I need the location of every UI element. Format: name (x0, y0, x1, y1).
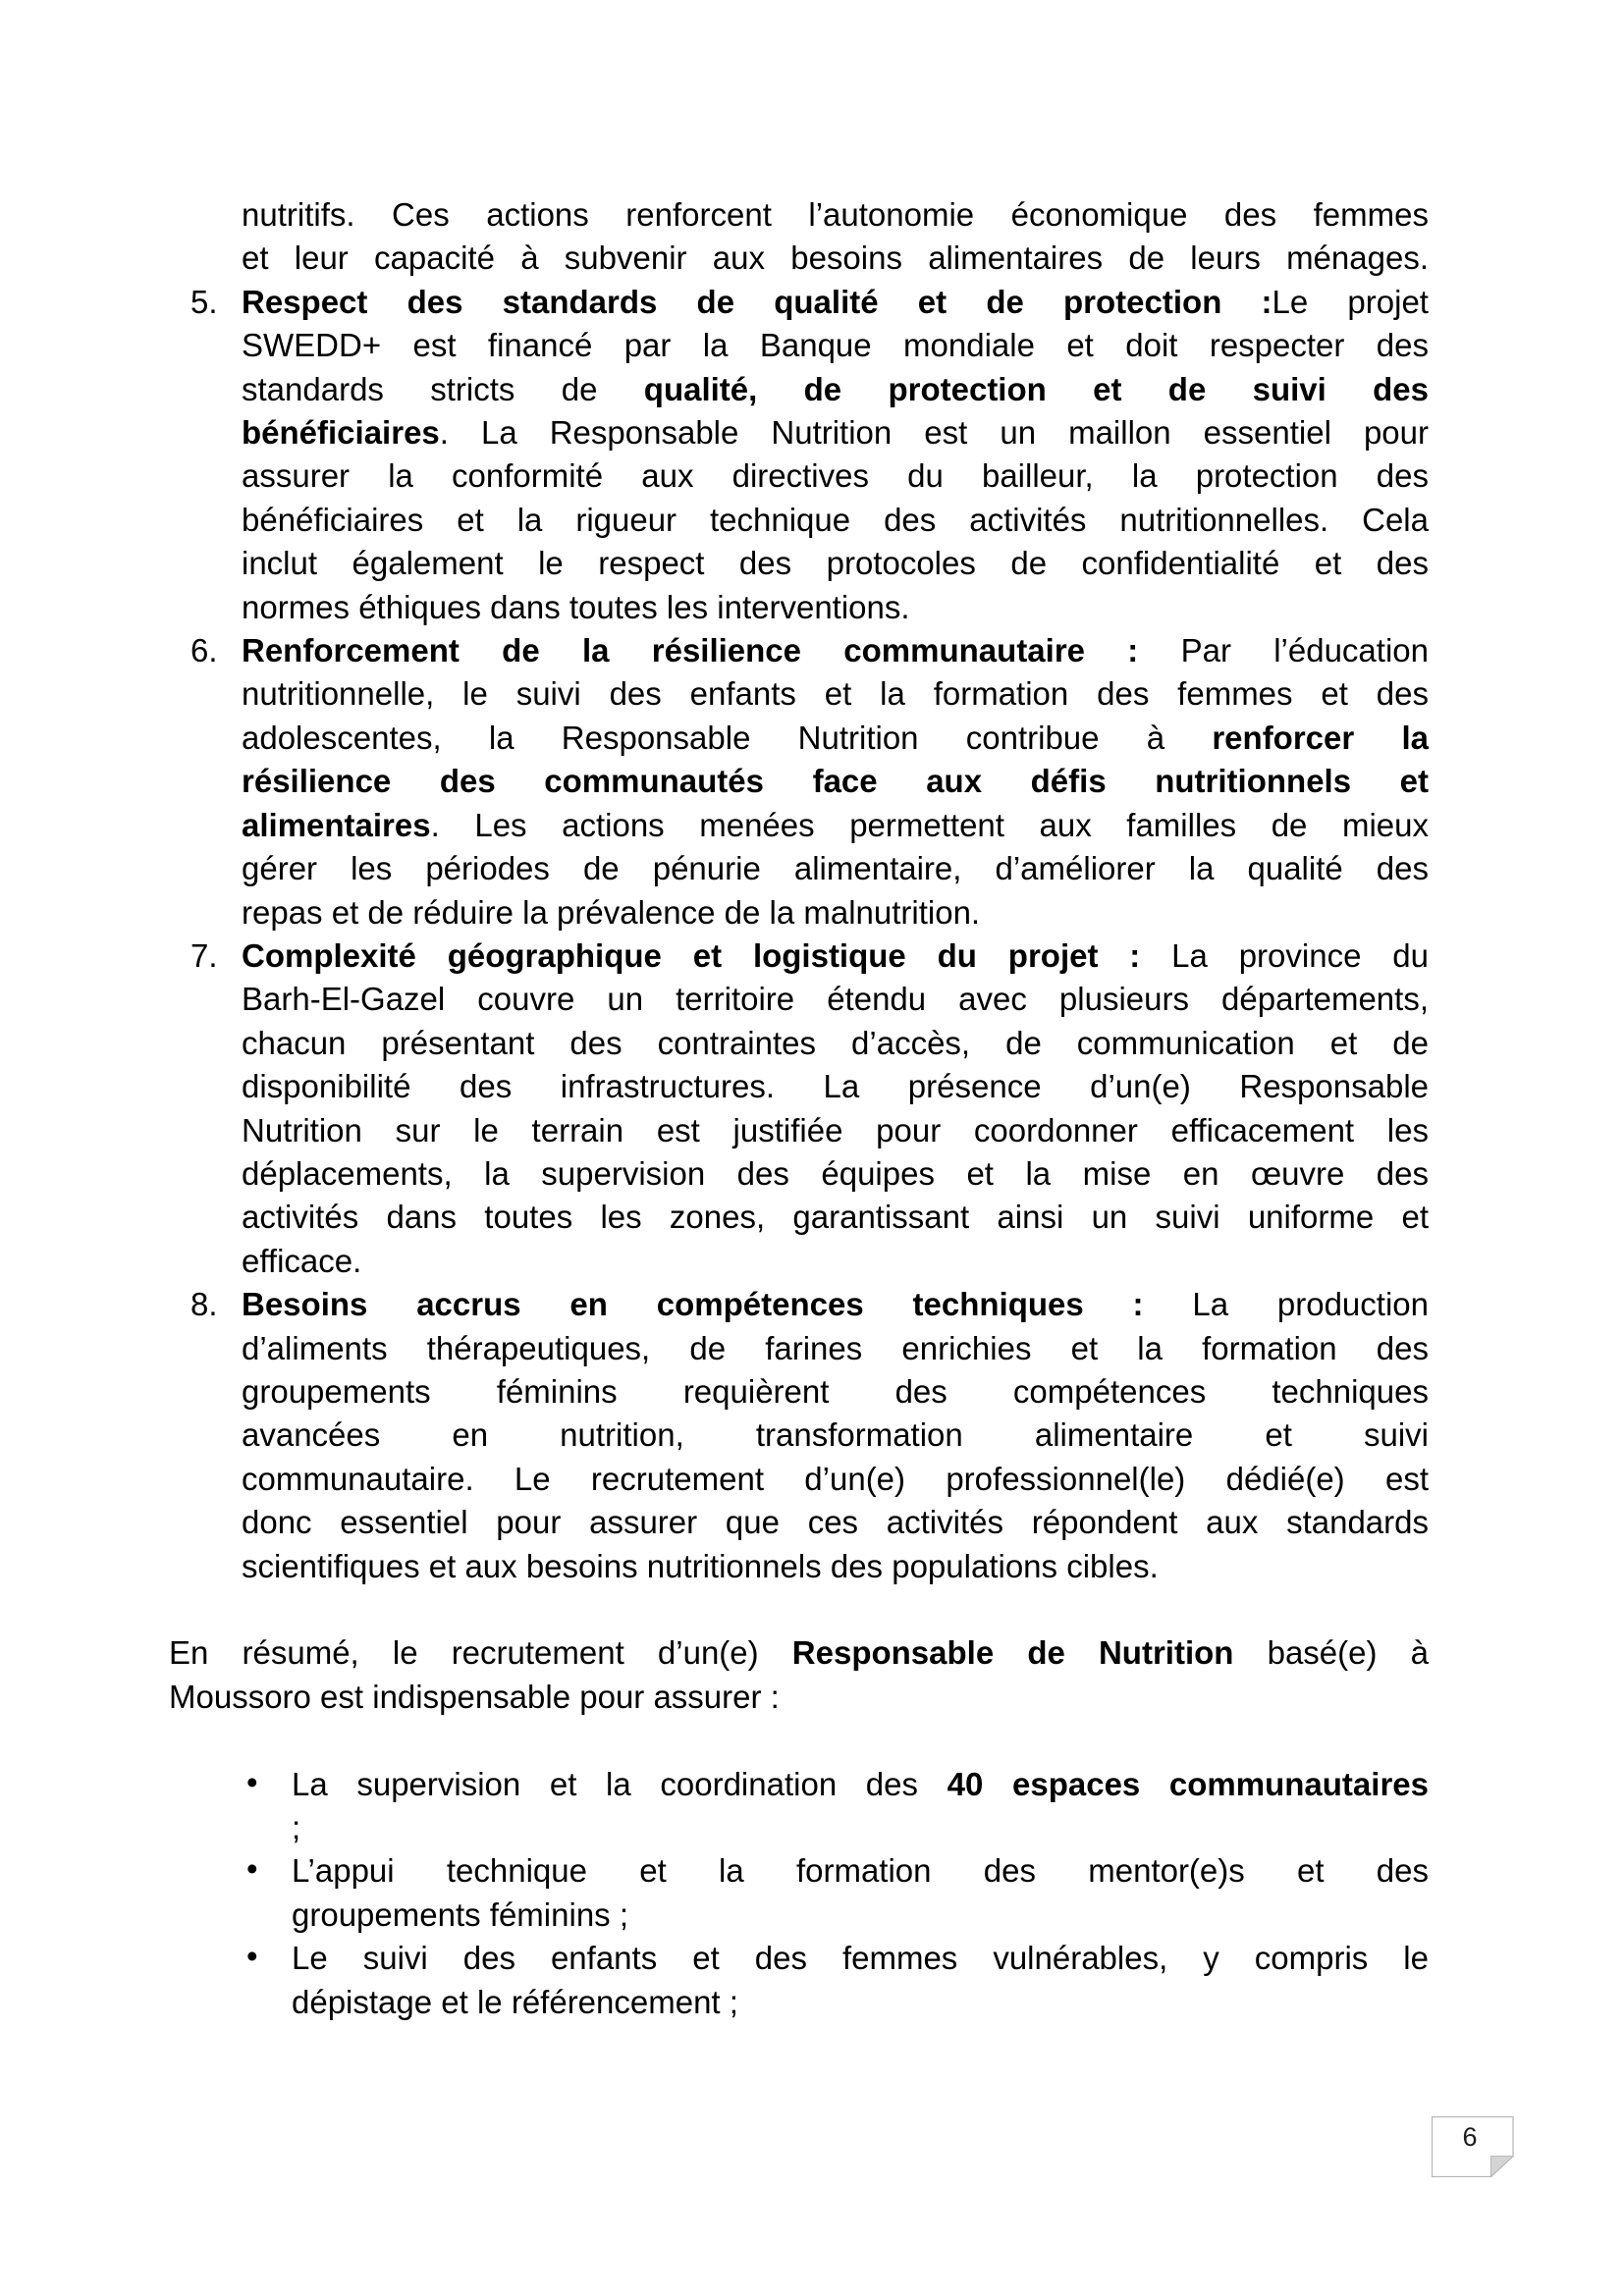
text-run: scientifiques et aux besoins nutritionnels des populations cibles. (242, 1547, 1159, 1584)
text-run: alimentaires (242, 806, 431, 843)
text-line (169, 281, 1429, 324)
bullet-item-3 (169, 1937, 1429, 2024)
text-run: standards stricts de (242, 370, 644, 407)
text-run: normes éthiques dans toutes les interventions. (242, 588, 910, 625)
text-line (169, 1981, 1429, 2024)
text-run: ; (292, 1809, 301, 1845)
text-line (169, 1327, 1429, 1370)
text-line (169, 1240, 1429, 1283)
text-run: Nutrition sur le terrain est justifiée pour coordonner efficacement les (242, 1111, 1429, 1148)
text-run: déplacements, la supervision des équipes et la mise en œuvre des (242, 1154, 1429, 1192)
text-run: activités dans toutes les zones, garantissant ainsi un suivi uniforme et (242, 1199, 1429, 1236)
text-run: bénéficiaires et la rigueur technique des activités nutritionnelles. Cela (242, 501, 1429, 538)
text-run: qualité, de protection et de suivi des (643, 370, 1430, 407)
text-line (169, 1763, 1429, 1806)
text-run: . La Responsable Nutrition est un maillon essentiel pour (439, 414, 1429, 452)
list-number-marker: 6. (190, 632, 218, 669)
text-run: groupements féminins requièrent des compétences techniques (242, 1372, 1429, 1410)
text-run: Moussoro est indispensable pour assurer : (169, 1678, 780, 1715)
text-line (169, 1283, 1429, 1326)
text-run: Complexité géographique et logistique du projet : (242, 936, 1141, 974)
text-line (169, 1806, 1429, 1849)
text-run: Le projet (1272, 283, 1429, 320)
text-line (169, 629, 1429, 672)
text-line (169, 672, 1429, 716)
text-line (169, 368, 1429, 411)
text-line (169, 411, 1429, 454)
text-line (169, 934, 1429, 978)
text-run: donc essentiel pour assurer que ces activités répondent aux standards (242, 1504, 1429, 1541)
text-run: renforcer la (1212, 719, 1429, 756)
text-line (169, 1894, 1429, 1937)
text-run: dépistage et le référencement ; (292, 1983, 738, 2020)
blank-line (169, 1588, 1429, 1631)
text-run: communautaire. Le recrutement d’un(e) professionnel(le) dédié(e) est (242, 1460, 1429, 1497)
bullet-item-1 (169, 1763, 1429, 1850)
summary-paragraph (169, 1631, 1429, 1719)
text-run: . Les actions menées permettent aux familles de mieux (430, 806, 1429, 843)
bullet-marker: • (246, 1763, 258, 1800)
text-run: Renforcement de la résilience communautaire : (242, 632, 1139, 669)
text-run: 40 espaces communautaires (947, 1765, 1429, 1802)
text-run: L’appui technique et la formation des mentor(e)s et des (292, 1852, 1429, 1890)
text-run: adolescentes, la Responsable Nutrition contribue à (242, 719, 1213, 756)
text-line (169, 1370, 1429, 1414)
text-run: Le suivi des enfants et des femmes vulnérables, y compris le (292, 1940, 1429, 1977)
text-run: La supervision et la coordination des (292, 1765, 947, 1802)
text-line (169, 1849, 1429, 1893)
continuation-paragraph (169, 193, 1429, 281)
text-run: Respect des standards de qualité et de protection : (242, 283, 1272, 320)
text-line (169, 1676, 1429, 1719)
list-number-marker: 7. (190, 936, 218, 974)
text-line (169, 1631, 1429, 1675)
numbered-item-6 (169, 629, 1429, 934)
text-run: groupements féminins ; (292, 1896, 629, 1933)
text-run: efficace. (242, 1242, 362, 1279)
list-number-marker: 5. (190, 283, 218, 320)
numbered-item-5 (169, 281, 1429, 629)
text-line (169, 1414, 1429, 1457)
text-run: chacun présentant des contraintes d’accès, de communication et de (242, 1024, 1429, 1061)
text-run: repas et de réduire la prévalence de la malnutrition. (242, 893, 981, 931)
text-line (169, 193, 1429, 237)
text-run: assurer la conformité aux directives du bailleur, la protection des (242, 457, 1429, 495)
text-line (169, 586, 1429, 629)
text-line (169, 717, 1429, 760)
text-run: et leur capacité à subvenir aux besoins alimentaires de leurs ménages. (242, 240, 1429, 277)
text-line (169, 1545, 1429, 1588)
text-line (169, 1022, 1429, 1065)
document-text (169, 193, 1429, 2024)
list-number-marker: 8. (190, 1286, 218, 1323)
text-line (169, 237, 1429, 280)
text-run: nutritifs. Ces actions renforcent l’autonomie économique des femmes (242, 196, 1429, 233)
text-line (169, 804, 1429, 847)
text-run: SWEDD+ est financé par la Banque mondiale et doit respecter des (242, 327, 1429, 364)
text-line (169, 1109, 1429, 1152)
bullet-marker: • (246, 1850, 258, 1888)
numbered-item-7 (169, 934, 1429, 1283)
text-run: basé(e) à (1233, 1634, 1429, 1672)
text-run: bénéficiaires (242, 414, 440, 452)
text-line (169, 847, 1429, 890)
text-run: Barh-El-Gazel couvre un territoire étendu avec plusieurs départements, (242, 981, 1429, 1018)
text-run: Responsable de Nutrition (791, 1634, 1234, 1672)
bullet-item-2 (169, 1849, 1429, 1937)
text-line (169, 454, 1429, 498)
text-line (169, 1152, 1429, 1196)
text-run: En résumé, le recrutement d’un(e) (169, 1634, 792, 1672)
bullet-marker: • (246, 1938, 258, 1975)
text-line (169, 978, 1429, 1021)
text-run: La production (1143, 1286, 1429, 1323)
text-line (169, 542, 1429, 585)
numbered-item-8 (169, 1283, 1429, 1588)
page-corner-fold-icon (1491, 2157, 1514, 2177)
text-run: d’aliments thérapeutiques, de farines enrichies et la formation des (242, 1329, 1429, 1366)
text-line (169, 1501, 1429, 1544)
text-run: Par l’éducation (1138, 632, 1429, 669)
text-line (169, 891, 1429, 934)
text-run: avancées en nutrition, transformation alimentaire et suivi (242, 1416, 1429, 1454)
page-number-box (1432, 2116, 1514, 2177)
text-line (169, 1065, 1429, 1108)
text-run: inclut également le respect des protocoles de confidentialité et des (242, 545, 1429, 582)
text-run: nutritionnelle, le suivi des enfants et la formation des femmes et des (242, 675, 1429, 713)
page-number: 6 (1462, 2122, 1478, 2152)
text-run: disponibilité des infrastructures. La présence d’un(e) Responsable (242, 1068, 1429, 1105)
text-run: gérer les périodes de pénurie alimentaire, d’améliorer la qualité des (242, 850, 1429, 887)
blank-line (169, 1719, 1429, 1762)
text-run: résilience des communautés face aux défis nutritionnels et (242, 763, 1429, 800)
text-run: Besoins accrus en compétences techniques : (242, 1286, 1144, 1323)
text-run: La province du (1140, 936, 1429, 974)
text-line (169, 1196, 1429, 1239)
text-line (169, 1458, 1429, 1501)
text-line (169, 1937, 1429, 1980)
text-line (169, 760, 1429, 803)
text-line (169, 324, 1429, 367)
text-line (169, 499, 1429, 542)
